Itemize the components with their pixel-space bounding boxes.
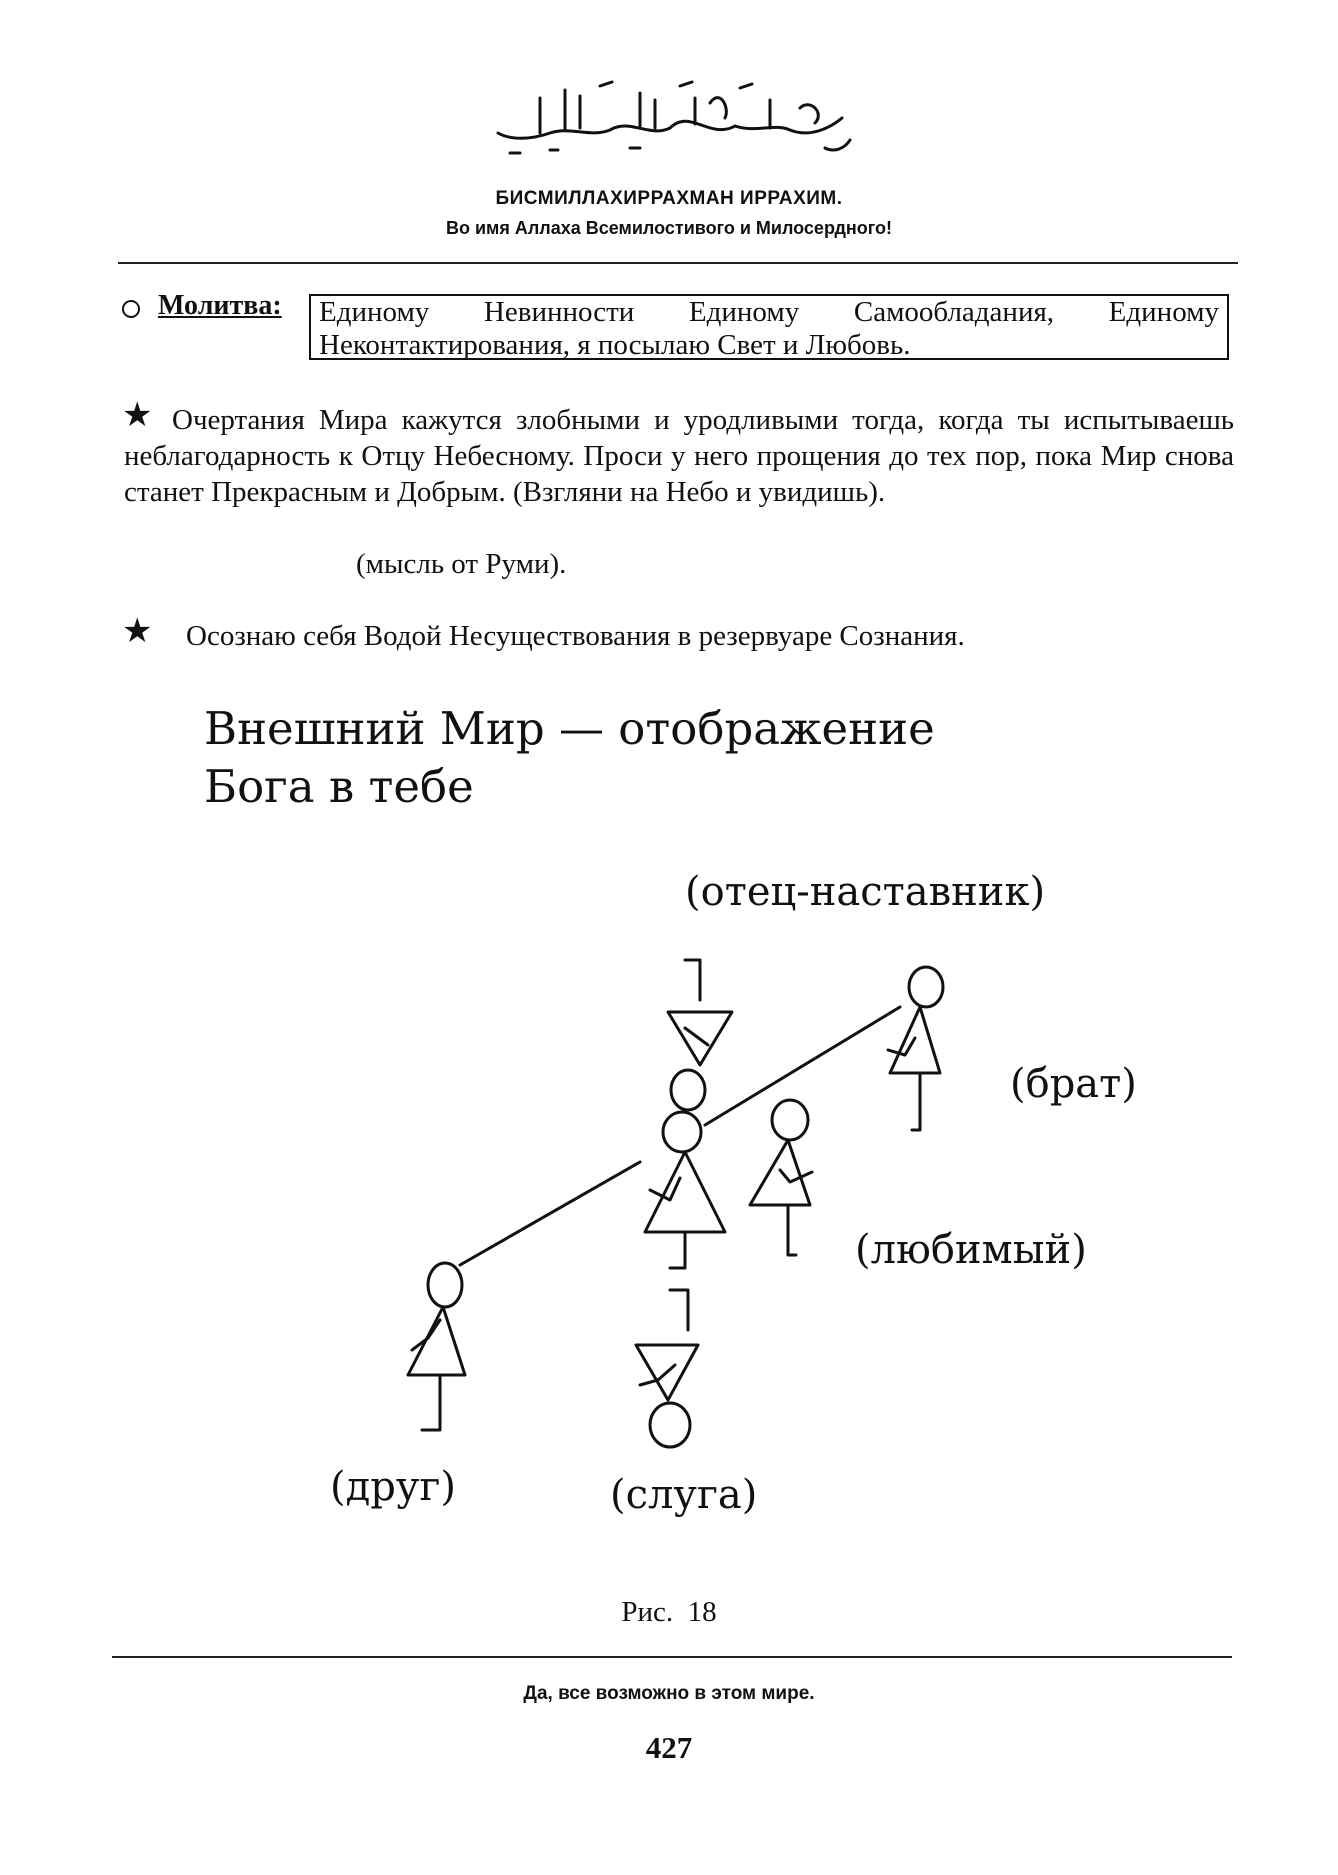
header-divider: [118, 262, 1238, 264]
footer-divider: [112, 1656, 1232, 1658]
label-friend: (друг): [330, 1464, 456, 1510]
quote-source: (мысль от Руми).: [356, 548, 567, 580]
affirmation: [124, 620, 965, 653]
father-figure: [668, 960, 732, 1110]
star-icon: ★: [122, 395, 153, 435]
figure-heading-line-2: Бога в тебе: [204, 760, 474, 813]
basmala-title: БИСМИЛЛАХИРРАХМАН ИРРАХИМ.: [495, 188, 843, 209]
brother-figure: [888, 967, 943, 1130]
friend-figure: [408, 1263, 465, 1430]
prayer-label: Молитва:: [158, 290, 282, 321]
prayer-line-2: Неконтактирования, я посылаю Свет и Любовь.: [319, 329, 911, 361]
servant-figure: [636, 1290, 698, 1447]
affirmation-text: Осознаю себя Водой Несуществования в резервуаре Сознания.: [186, 620, 965, 652]
figure-heading-line-1: Внешний Мир — отображение: [204, 702, 935, 755]
page-number: 427: [645, 1730, 693, 1765]
basmala-calligraphy: [480, 78, 860, 168]
label-brother: (брат): [1010, 1061, 1137, 1107]
quote-text: Очертания Мира кажутся злобными и уродливыми тогда, когда ты испытываешь неблагодарность к Отцу Небесному. Проси у него прощения до тех пор, пока Мир снова станет Прекрасным и Добрым. (Взгляни на Небо и увидишь).: [124, 404, 1234, 508]
label-father: (отец-наставник): [685, 869, 1046, 915]
circle-bullet-icon: [122, 300, 140, 318]
prayer-box: [309, 294, 1229, 360]
line-friend-center: [460, 1162, 640, 1265]
footer-text: Да, все возможно в этом мире.: [523, 1683, 815, 1704]
figure-heading: [204, 700, 935, 816]
rumi-quote: [124, 402, 1234, 510]
center-figure: [645, 1112, 725, 1268]
figure-caption: Рис. 18: [621, 1596, 717, 1628]
label-beloved: (любимый): [855, 1227, 1087, 1273]
prayer-line-1: Единому Невинности Единому Самообладания, Единому: [319, 296, 1219, 328]
beloved-figure: [750, 1100, 812, 1255]
stick-figure-diagram: [300, 860, 1180, 1540]
star-icon: ★: [122, 611, 153, 651]
label-servant: (слуга): [610, 1472, 758, 1518]
basmala-translation: Во имя Аллаха Всемилостивого и Милосердного!: [445, 218, 893, 238]
